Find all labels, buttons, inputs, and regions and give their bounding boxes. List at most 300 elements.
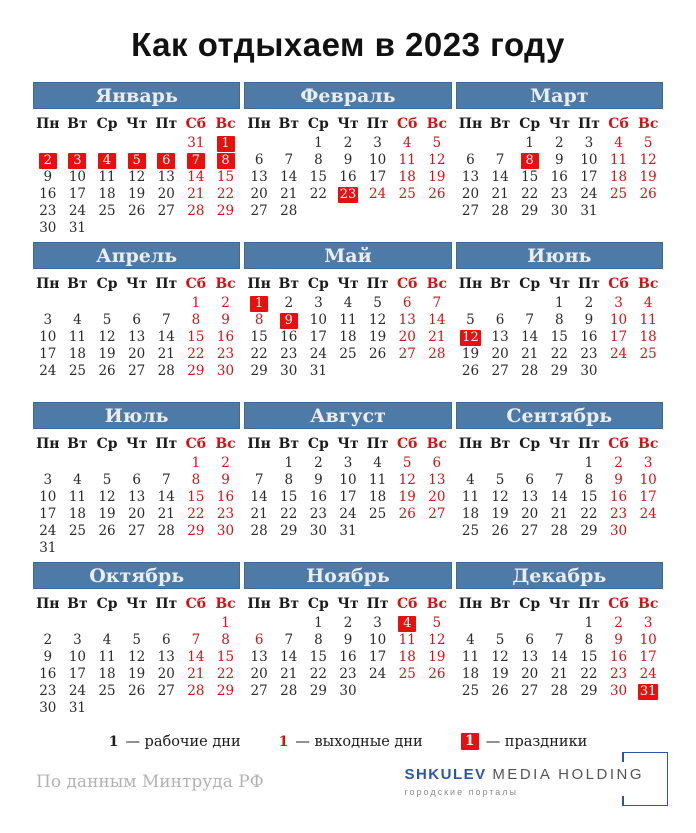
weekday-label: Ср [519, 596, 541, 612]
day-cell: 31 [580, 203, 598, 219]
weekday-label: Чт [125, 596, 148, 612]
day-cell: 16 [339, 649, 357, 665]
day-cell: 19 [461, 346, 480, 362]
day-cell-holiday: 3 [63, 152, 93, 169]
day-cell: 27 [521, 523, 539, 539]
day-cell: 17 [369, 649, 387, 665]
day-cell: 25 [68, 523, 87, 539]
day-cell: 28 [280, 203, 298, 219]
day-cell: 16 [339, 169, 357, 185]
day-cell-holiday: 23 [339, 187, 357, 202]
weekday-label: Пн [458, 116, 483, 132]
day-cell: 30 [580, 363, 598, 379]
day-cell: 3 [43, 312, 53, 328]
day-cell-weekend: 4 [402, 135, 412, 151]
weekday-label: Пн [36, 276, 60, 292]
day-cell-weekend: 2 [221, 295, 230, 311]
day-cell: 20 [250, 666, 268, 682]
week-row [244, 506, 451, 523]
day-cell: 2 [284, 295, 294, 311]
day-cell-weekend: 9 [221, 312, 230, 328]
month-title: Май [244, 242, 451, 269]
weekday-label: Чт [337, 276, 359, 292]
day-cell-weekend: 7 [191, 632, 201, 648]
day-cell: 22 [580, 506, 598, 522]
day-cell: 25 [68, 363, 87, 379]
day-cell-holiday: 6 [151, 152, 181, 169]
legend-item-workdays [109, 734, 241, 750]
day-cell: 17 [39, 346, 57, 362]
logo-tagline: городские порталы [404, 787, 519, 797]
day-cell-weekend: 25 [609, 186, 628, 202]
day-cell: 13 [128, 489, 146, 505]
day-cell-weekend: 13 [428, 472, 446, 488]
day-cell: 11 [68, 329, 87, 345]
day-cell-weekend: 15 [187, 329, 205, 345]
day-cell-weekend: 16 [216, 489, 235, 505]
day-cell-weekend: 11 [609, 152, 628, 168]
day-cell: 6 [525, 632, 534, 648]
day-cell: 27 [250, 203, 268, 219]
day-cell: 6 [132, 472, 141, 488]
day-cell: 2 [584, 295, 594, 311]
weekday-label: Вс [637, 436, 659, 452]
week-row [244, 455, 451, 472]
month-block [456, 562, 663, 720]
day-cell: 28 [491, 203, 509, 219]
day-cell: 17 [369, 169, 387, 185]
day-cell-weekend: 22 [187, 346, 205, 362]
week-row [244, 312, 451, 329]
day-cell-weekend: 6 [432, 455, 442, 471]
day-cell: 8 [584, 632, 594, 648]
day-cell: 18 [68, 346, 87, 362]
day-cell: 22 [250, 346, 268, 362]
day-cell-weekend: 30 [609, 523, 628, 539]
weekday-label: Чт [548, 596, 571, 612]
day-cell-weekend: 19 [428, 169, 446, 185]
day-cell-weekend: 10 [639, 632, 657, 648]
day-cell: 9 [43, 649, 53, 665]
day-cell-weekend: 18 [398, 649, 416, 665]
day-cell: 24 [580, 186, 598, 202]
weekday-label: Пт [577, 116, 600, 132]
weekday-label: Сб [185, 276, 207, 292]
day-cell: 29 [250, 363, 268, 379]
day-cell-weekend: 28 [187, 203, 205, 219]
day-cell: 23 [280, 346, 298, 362]
day-cell-weekend: 8 [191, 312, 201, 328]
day-cell-holiday: 7 [181, 152, 211, 169]
day-cell-weekend: 10 [639, 472, 657, 488]
weekday-header-row [456, 596, 663, 615]
day-cell-weekend: 18 [398, 169, 416, 185]
month-block [33, 82, 240, 240]
weekday-label: Вт [278, 276, 299, 292]
day-cell: 18 [369, 489, 387, 505]
day-cell-weekend: 9 [614, 472, 623, 488]
day-cell-weekend: 20 [398, 329, 416, 345]
day-cell: 20 [157, 186, 175, 202]
week-row [456, 615, 663, 632]
day-cell: 2 [343, 615, 353, 631]
weekday-label: Ср [307, 116, 329, 132]
weekday-label: Ср [96, 116, 118, 132]
day-cell-weekend: 1 [221, 615, 230, 631]
weekday-header-row [33, 276, 240, 295]
week-row [33, 506, 240, 523]
day-cell-weekend: 17 [609, 329, 628, 345]
day-cell: 16 [280, 329, 298, 345]
day-cell: 20 [157, 666, 175, 682]
weekday-header-row [244, 436, 451, 455]
day-cell: 31 [339, 523, 357, 539]
weekday-label: Вт [489, 436, 511, 452]
day-cell-weekend: 22 [216, 666, 235, 682]
day-cell-weekend: 4 [643, 295, 653, 311]
week-row [244, 329, 451, 346]
day-cell: 24 [68, 203, 87, 219]
day-cell-weekend: 24 [369, 186, 387, 202]
week-row [244, 632, 451, 649]
day-cell-weekend: 14 [187, 169, 205, 185]
day-cell-weekend: 26 [398, 506, 416, 522]
day-cell: 28 [280, 683, 298, 699]
day-cell: 29 [580, 523, 598, 539]
day-cell-weekend: 30 [216, 523, 235, 539]
day-cell: 20 [491, 346, 509, 362]
day-cell: 13 [250, 649, 268, 665]
day-cell: 3 [373, 615, 382, 631]
day-cell: 1 [314, 135, 323, 151]
week-row [456, 649, 663, 666]
month-block [33, 562, 240, 720]
weekday-label: Ср [519, 116, 541, 132]
month-block [456, 242, 663, 400]
day-cell: 19 [98, 346, 116, 362]
weekday-label: Вт [489, 276, 511, 292]
weekday-label: Пт [155, 436, 178, 452]
day-cell: 25 [461, 683, 480, 699]
weekday-label: Чт [125, 276, 148, 292]
day-cell: 28 [250, 523, 268, 539]
day-cell: 1 [314, 615, 323, 631]
weekday-label: Вс [637, 116, 659, 132]
day-cell-weekend: 29 [187, 523, 205, 539]
week-row [33, 135, 240, 152]
day-cell: 29 [280, 523, 298, 539]
day-cell: 6 [525, 472, 534, 488]
weekday-label: Сб [396, 596, 418, 612]
weekday-label: Вт [278, 596, 299, 612]
day-cell: 18 [98, 666, 116, 682]
day-cell: 11 [461, 649, 480, 665]
day-cell-weekend: 14 [187, 649, 205, 665]
day-cell: 18 [339, 329, 357, 345]
day-cell: 17 [68, 666, 87, 682]
day-cell: 12 [128, 649, 146, 665]
day-cell: 17 [39, 506, 57, 522]
day-cell: 23 [39, 203, 57, 219]
day-cell: 5 [102, 312, 112, 328]
day-cell: 26 [98, 363, 116, 379]
day-cell: 20 [128, 346, 146, 362]
week-row [244, 666, 451, 683]
day-cell-weekend: 22 [216, 186, 235, 202]
weekday-label: Вт [278, 436, 299, 452]
day-cell-weekend: 12 [428, 632, 446, 648]
legend [0, 733, 696, 750]
day-cell: 18 [461, 666, 480, 682]
day-cell-weekend: 11 [398, 632, 416, 648]
weekday-label: Чт [337, 596, 359, 612]
week-row [33, 312, 240, 329]
day-cell: 20 [250, 186, 268, 202]
day-cell-weekend: 30 [609, 683, 628, 699]
day-cell: 29 [580, 683, 598, 699]
day-cell-weekend: 8 [254, 312, 264, 328]
day-cell: 19 [128, 186, 146, 202]
day-cell-weekend: 27 [398, 346, 416, 362]
week-row [456, 666, 663, 683]
day-cell-holiday: 9 [274, 312, 304, 329]
day-cell: 24 [309, 346, 327, 362]
day-cell: 15 [580, 489, 598, 505]
weekday-label: Вт [278, 116, 299, 132]
day-cell-weekend: 8 [191, 472, 201, 488]
day-cell-weekend: 12 [428, 152, 446, 168]
day-cell: 16 [309, 489, 327, 505]
day-cell: 22 [309, 186, 327, 202]
day-cell: 26 [491, 523, 509, 539]
day-cell: 14 [157, 489, 175, 505]
day-cell: 6 [466, 152, 475, 168]
weekday-label: Вс [426, 116, 448, 132]
day-cell: 15 [521, 169, 539, 185]
weekday-header-row [244, 596, 451, 615]
day-cell: 14 [550, 649, 568, 665]
week-row [456, 186, 663, 203]
week-row [244, 203, 451, 220]
day-cell: 15 [550, 329, 568, 345]
day-cell: 7 [555, 472, 564, 488]
weekday-label: Пт [366, 276, 389, 292]
day-cell-weekend: 16 [609, 649, 628, 665]
legend-workday-swatch: 1 [108, 733, 119, 750]
day-cell-weekend: 3 [643, 455, 653, 471]
day-cell: 13 [250, 169, 268, 185]
day-cell-weekend: 19 [398, 489, 416, 505]
day-cell: 28 [157, 363, 175, 379]
month-block [244, 82, 451, 240]
weekday-label: Ср [307, 276, 329, 292]
month-block [244, 242, 451, 400]
day-cell-holiday: 4 [392, 615, 422, 632]
week-row [244, 152, 451, 169]
day-cell: 29 [521, 203, 539, 219]
day-cell: 15 [309, 649, 327, 665]
day-cell: 10 [39, 329, 57, 345]
day-cell: 27 [250, 683, 268, 699]
weekday-label: Пн [247, 596, 271, 612]
day-cell: 24 [369, 666, 387, 682]
day-cell: 11 [369, 472, 387, 488]
day-cell: 23 [339, 666, 357, 682]
day-cell: 3 [584, 135, 594, 151]
day-cell: 7 [495, 152, 505, 168]
day-cell: 17 [339, 489, 357, 505]
day-cell: 23 [39, 683, 57, 699]
day-cell: 3 [73, 632, 82, 648]
weekday-label: Вт [67, 436, 88, 452]
week-row [456, 523, 663, 540]
weekday-header-row [456, 276, 663, 295]
day-cell: 21 [280, 186, 298, 202]
day-cell: 23 [550, 186, 568, 202]
day-cell: 22 [580, 666, 598, 682]
day-cell: 8 [284, 472, 294, 488]
legend-item-weekends [279, 734, 423, 750]
day-cell-weekend: 28 [187, 683, 205, 699]
footer [36, 766, 660, 797]
day-cell: 19 [128, 666, 146, 682]
weekday-label: Пт [366, 116, 389, 132]
day-cell: 4 [466, 632, 475, 648]
day-cell-holiday: 12 [462, 330, 479, 345]
weekday-label: Пн [458, 276, 483, 292]
day-cell: 13 [157, 169, 175, 185]
weekday-label: Вт [67, 596, 88, 612]
day-cell: 23 [309, 506, 327, 522]
day-cell: 26 [491, 683, 509, 699]
day-cell: 5 [132, 632, 141, 648]
weekday-label: Вс [637, 276, 659, 292]
week-row [456, 152, 663, 169]
weekday-label: Ср [307, 596, 329, 612]
week-row [33, 540, 240, 557]
day-cell: 29 [550, 363, 568, 379]
day-cell: 27 [157, 203, 175, 219]
month-title: Ноябрь [244, 562, 451, 589]
day-cell-weekend: 24 [639, 506, 657, 522]
day-cell: 7 [555, 632, 564, 648]
day-cell: 27 [128, 523, 146, 539]
weekday-label: Ср [307, 436, 329, 452]
day-cell: 18 [98, 186, 116, 202]
day-cell: 17 [309, 329, 327, 345]
month-title: Июль [33, 402, 240, 429]
week-row [244, 683, 451, 700]
day-cell-weekend: 23 [216, 346, 235, 362]
weekday-header-row [33, 436, 240, 455]
day-cell: 23 [580, 346, 598, 362]
weekday-label: Пт [577, 596, 600, 612]
day-cell-weekend: 31 [187, 135, 205, 151]
day-cell: 14 [491, 169, 509, 185]
day-cell: 19 [98, 506, 116, 522]
day-cell: 6 [254, 152, 264, 168]
day-cell-weekend: 13 [398, 312, 416, 328]
day-cell: 3 [43, 472, 53, 488]
day-cell-weekend: 19 [639, 169, 657, 185]
weekday-label: Чт [125, 116, 148, 132]
day-cell: 30 [339, 683, 357, 699]
day-cell: 14 [157, 329, 175, 345]
month-title: Сентябрь [456, 402, 663, 429]
logo-brand-line [404, 766, 644, 783]
day-cell: 11 [98, 649, 116, 665]
day-cell: 7 [525, 312, 534, 328]
weekday-header-row [244, 116, 451, 135]
day-cell: 2 [343, 135, 353, 151]
weekday-label: Пт [155, 596, 178, 612]
day-cell: 16 [39, 186, 57, 202]
day-cell: 27 [461, 203, 480, 219]
day-cell: 27 [157, 683, 175, 699]
day-cell-weekend: 1 [191, 455, 201, 471]
week-row [456, 506, 663, 523]
day-cell-weekend: 29 [187, 363, 205, 379]
day-cell: 3 [373, 135, 382, 151]
day-cell: 26 [98, 523, 116, 539]
weekday-label: Ср [519, 436, 541, 452]
day-cell: 28 [550, 523, 568, 539]
week-row [33, 329, 240, 346]
week-row [244, 346, 451, 363]
day-cell: 16 [39, 666, 57, 682]
weekday-label: Вт [489, 116, 511, 132]
day-cell: 14 [280, 169, 298, 185]
week-row [33, 489, 240, 506]
day-cell-weekend: 16 [216, 329, 235, 345]
weekday-header-row [33, 116, 240, 135]
day-cell-weekend: 15 [216, 649, 235, 665]
day-cell: 26 [369, 346, 387, 362]
day-cell: 17 [68, 186, 87, 202]
month-title: Январь [33, 82, 240, 109]
day-cell-weekend: 24 [609, 346, 628, 362]
day-cell-holiday: 8 [211, 152, 241, 169]
day-cell: 9 [43, 169, 53, 185]
day-cell: 12 [98, 329, 116, 345]
month-title: Февраль [244, 82, 451, 109]
week-row [456, 455, 663, 472]
day-cell: 16 [550, 169, 568, 185]
week-row [33, 346, 240, 363]
day-cell: 28 [157, 523, 175, 539]
day-cell: 28 [521, 363, 539, 379]
day-cell: 21 [491, 186, 509, 202]
day-cell: 21 [157, 346, 175, 362]
day-cell: 13 [461, 169, 480, 185]
day-cell-weekend: 10 [609, 312, 628, 328]
weekday-header-row [456, 436, 663, 455]
day-cell-holiday: 8 [515, 152, 545, 169]
week-row [456, 203, 663, 220]
day-cell: 14 [280, 649, 298, 665]
weekday-label: Сб [608, 436, 629, 452]
day-cell: 25 [369, 506, 387, 522]
day-cell-weekend: 26 [639, 186, 657, 202]
weekday-label: Вт [489, 596, 511, 612]
month-block [244, 402, 451, 560]
day-cell-weekend: 12 [639, 152, 657, 168]
weekday-label: Вс [215, 436, 236, 452]
day-cell: 20 [521, 666, 539, 682]
day-cell-weekend: 26 [428, 666, 446, 682]
day-cell: 25 [98, 683, 116, 699]
weekday-label: Сб [185, 596, 207, 612]
